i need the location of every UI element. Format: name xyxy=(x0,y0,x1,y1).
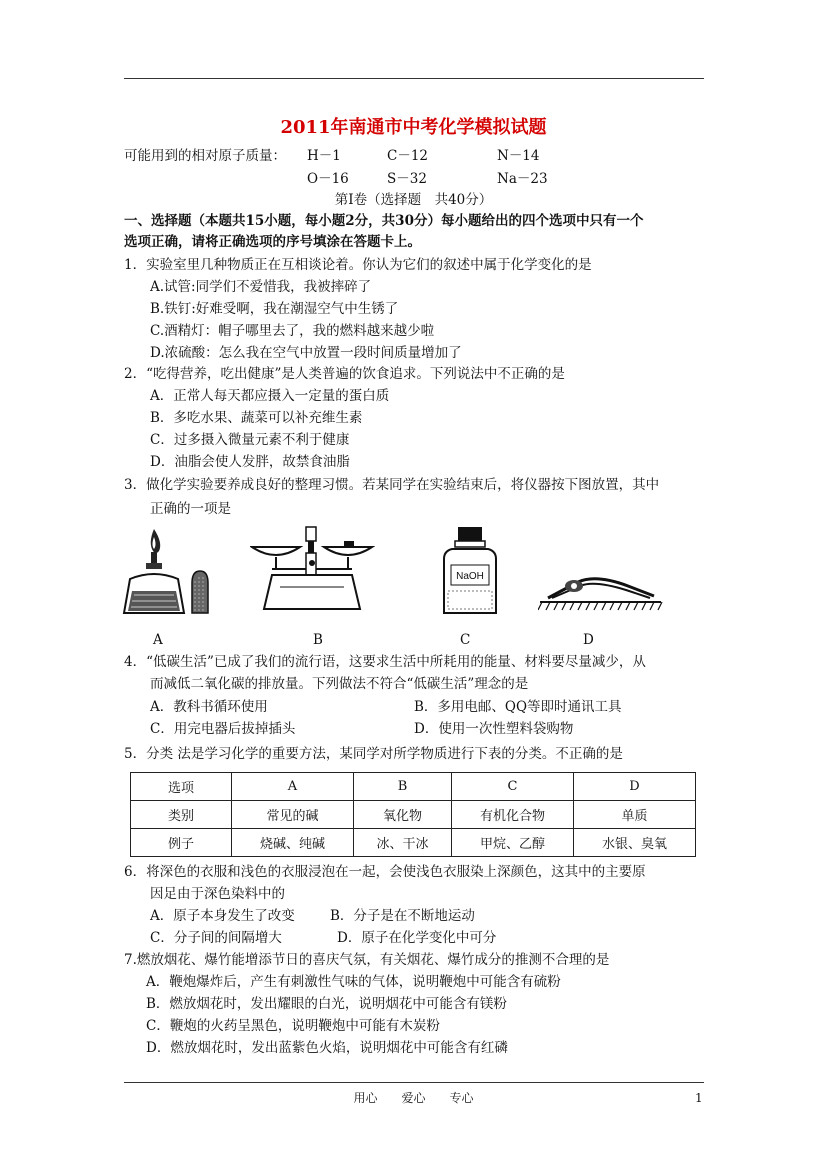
figure-label-b: B xyxy=(313,632,323,648)
bottom-rule xyxy=(124,1082,704,1083)
page-number: 1 xyxy=(695,1091,703,1105)
table-cell: A xyxy=(232,773,354,801)
q3-stem-line2: 正确的一项是 xyxy=(150,501,231,517)
atomic-mass-s: S－32 xyxy=(387,171,427,187)
figure-b-balance xyxy=(250,525,375,615)
q4-option-c: C．用完电器后拔掉插头 xyxy=(150,721,296,737)
q2-option-a: A．正常人每天都应摄入一定量的蛋白质 xyxy=(150,388,390,404)
q2-option-b: B．多吃水果、蔬菜可以补充维生素 xyxy=(150,410,363,426)
q7-option-a: A．鞭炮爆炸后，产生有刺激性气味的气体，说明鞭炮中可能含有硫粉 xyxy=(146,974,561,990)
q7-stem: 7.燃放烟花、爆竹能增添节日的喜庆气氛，有关烟花、爆竹成分的推测不合理的是 xyxy=(124,952,610,968)
q6-option-d: D．原子在化学变化中可分 xyxy=(337,930,497,946)
table-cell: C xyxy=(451,773,573,801)
q2-stem: 2．“吃得营养，吃出健康”是人类普遍的饮食追求。下列说法中不正确的是 xyxy=(124,366,565,382)
atomic-mass-na: Na－23 xyxy=(497,171,548,187)
atomic-mass-o: O－16 xyxy=(307,171,349,187)
q6-option-a: A．原子本身发生了改变 xyxy=(150,908,295,924)
q4-stem-line1: 4．“低碳生活”已成了我们的流行语，这要求生活中所耗用的能量、材料要尽量减少，从 xyxy=(124,654,646,670)
q5-stem: 5．分类 法是学习化学的重要方法，某同学对所学物质进行下表的分类。不正确的是 xyxy=(124,746,623,762)
q4-option-a: A．教科书循环使用 xyxy=(150,699,268,715)
section-heading-line1: 一、选择题（本题共15小题，每小题2分，共30分）每小题给出的四个选项中只有一个 xyxy=(124,213,644,229)
q7-option-d: D．燃放烟花时，发出蓝紫色火焰，说明烟花中可能含有红磷 xyxy=(146,1040,508,1056)
q2-option-d: D．油脂会使人发胖，故禁食油脂 xyxy=(150,454,350,470)
q4-option-d: D．使用一次性塑料袋购物 xyxy=(414,721,574,737)
table-cell: 冰、干冰 xyxy=(354,829,452,857)
table-cell: 选项 xyxy=(131,773,232,801)
table-cell: 氧化物 xyxy=(354,801,452,829)
bottle-label: NaOH xyxy=(456,571,484,582)
q6-option-b: B．分子是在不断地运动 xyxy=(330,908,475,924)
figure-label-d: D xyxy=(583,632,594,648)
q4-stem-line2: 而减低二氧化碳的排放量。下列做法不符合“低碳生活”理念的是 xyxy=(150,676,529,692)
table-cell: 单质 xyxy=(573,801,695,829)
table-cell: 水银、臭氧 xyxy=(573,829,695,857)
q7-option-c: C．鞭炮的火药呈黑色，说明鞭炮中可能有木炭粉 xyxy=(146,1018,440,1034)
section-heading-line2: 选项正确，请将正确选项的序号填涂在答题卡上。 xyxy=(124,234,421,250)
q1-stem: 1．实验室里几种物质正在互相谈论着。你认为它们的叙述中属于化学变化的是 xyxy=(124,257,592,273)
q1-option-b: B.铁钉:好难受啊，我在潮湿空气中生锈了 xyxy=(150,301,399,317)
atomic-mass-label: 可能用到的相对原子质量： xyxy=(124,148,286,164)
table-cell: 类别 xyxy=(131,801,232,829)
page-title: 2011年南通市中考化学模拟试题 xyxy=(280,117,547,138)
figure-label-a: A xyxy=(153,632,163,648)
atomic-mass-n: N－14 xyxy=(497,148,540,164)
figure-d-test-tube-holder xyxy=(538,560,663,612)
atomic-mass-h: H－1 xyxy=(307,148,341,164)
table-cell: 甲烷、乙醇 xyxy=(451,829,573,857)
table-cell: D xyxy=(573,773,695,801)
volume-title: 第Ⅰ卷（选择题 共40分） xyxy=(334,192,493,208)
q1-option-a: A.试管:同学们不爱惜我，我被摔碎了 xyxy=(150,279,372,295)
footer-motto: 用心 爱心 专心 xyxy=(353,1091,474,1105)
q6-stem-line2: 因足由于深色染料中的 xyxy=(150,886,285,902)
table-cell: B xyxy=(354,773,452,801)
q6-option-c: C．分子间的间隔增大 xyxy=(150,930,282,946)
q1-option-c: C.酒精灯：帽子哪里去了，我的燃料越来越少啦 xyxy=(150,323,435,339)
q1-option-d: D.浓硫酸：怎么我在空气中放置一段时间质量增加了 xyxy=(150,345,462,361)
q2-option-c: C．过多摄入微量元素不利于健康 xyxy=(150,432,350,448)
table-cell: 例子 xyxy=(131,829,232,857)
figure-label-c: C xyxy=(460,632,471,648)
q7-option-b: B．燃放烟花时，发出耀眼的白光，说明烟花中可能含有镁粉 xyxy=(146,996,507,1012)
table-cell: 有机化合物 xyxy=(451,801,573,829)
top-rule xyxy=(124,78,704,79)
q4-option-b: B．多用电邮、QQ等即时通讯工具 xyxy=(414,699,622,715)
classification-table xyxy=(130,772,696,857)
figure-c-naoh-bottle xyxy=(440,525,500,617)
table-row xyxy=(131,773,696,801)
q6-stem-line1: 6．将深色的衣服和浅色的衣服浸泡在一起，会使浅色衣服染上深颜色，这其中的主要原 xyxy=(124,864,646,880)
q3-stem-line1: 3．做化学实验要养成良好的整理习惯。若某同学在实验结束后，将仪器按下图放置，其中 xyxy=(124,477,660,493)
table-cell: 烧碱、纯碱 xyxy=(232,829,354,857)
atomic-mass-c: C－12 xyxy=(387,148,429,164)
table-row xyxy=(131,801,696,829)
table-row xyxy=(131,829,696,857)
table-cell: 常见的碱 xyxy=(232,801,354,829)
figure-a-alcohol-lamp xyxy=(120,525,220,620)
